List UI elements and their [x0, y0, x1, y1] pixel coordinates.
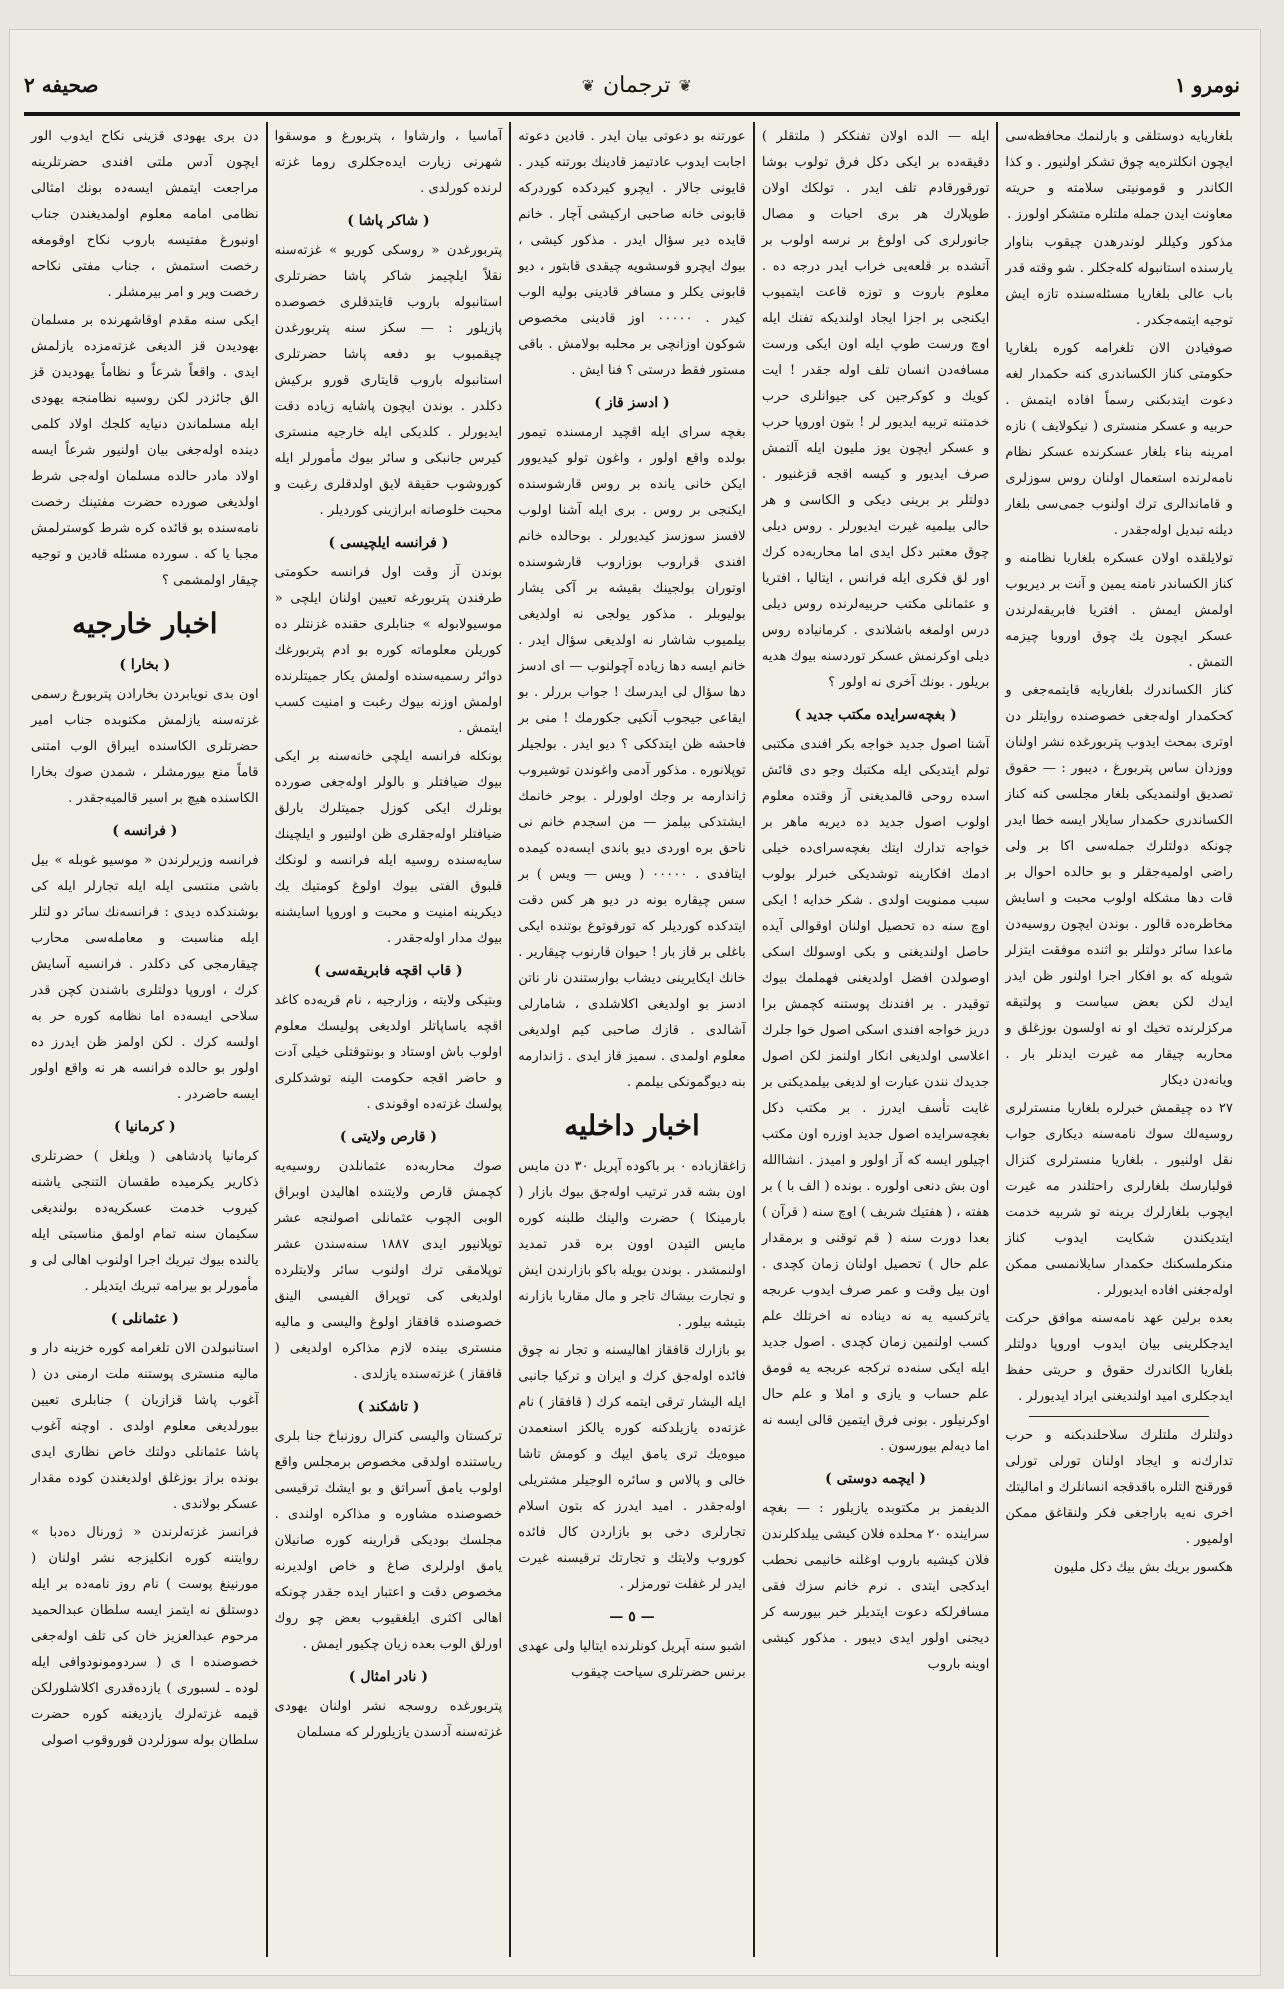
article-heading: ( قارص ولايتى )	[339, 1129, 437, 1145]
article-heading: ( ايچمه دوستى )	[825, 1471, 927, 1487]
paragraph: بونكله فرانسه ايلچى خانه‌سنه بر ايكى بيوك ضيافتلر و بالولر اوله‌جغى صورده بونلرك ايكى كوزل جميتلرك بارلق ضيافتلر اوله‌جقلرى ظن اولنيور و ايلچينك سايه‌سنده روسيه ايله فرانسه و لونكك قلبوق الفتى بيوك اولوغ كومتيك يك ديكرينه امنيت و محبت و اوروپا اسايشنه بيوك مدار اوله‌جقدر .	[274, 749, 503, 946]
paragraph: صوك محاربه‌ده عثمانلدن روسيه‌يه كچمش قارص ولايتنده اهاليدن اوبراق الوبى الچوب عثمانلى اصولنجه عشر توپلانيور ايدى ١٨٨٧ سنه‌سندن عشر توپلامقى ترك اولنوب سائر ولايتلرده اولديغى كى توپراق الفيسى الينق خصوصنده قافقاز اولوغ واليسى و ماليه منسترى بينده لازم مذاكره اولديغى ( قافقاز ) غزته‌سنده يازلدى .	[274, 1159, 503, 1382]
ornament-icon: ❦	[678, 75, 692, 95]
text-column-5	[24, 122, 266, 1957]
newspaper-title: ترجمان	[603, 72, 671, 98]
ornament-icon: ❦	[581, 75, 595, 95]
paragraph: ايكى سنه مقدم اوقاشهرنده بر مسلمان بهوديدن قز الديغى غزته‌مزده يازلمش ايدى . واقعاً شرعاً و نظاماً يهوديدن قز الق جائزدر لكن روسيه نظامنجه يهودى ايله مسلماندن دنيايه كلجك اولاد كلمى دينده اوله‌جغى بيان اولنيور شرعاً ايسه اولاد مادر حالده مسلمان اوله‌جى شرط اولديغى صورده حضرت مفتينك رخصت نامه‌سنده بو قائده كره شرط كوسترلمش مجبا يا كه . سورده مسئله قادين و توجيه چيقار اولمشمى ؟	[31, 313, 259, 588]
paragraph: فرانسه وزيرلرندن « موسيو غوبله » بيل باشى منتسى ايله ايله تجارلر ايله كى بوشندكده ديدى : فرانسه‌نك سائر دو لتلر ايله مناسبت و معامله‌سى محارب چيقارمجى كى دكلدر . فرانسيه آسايش كرك ، اوروپا دولتلرى باشندن كچن قدر سلاحى ايسه‌ده اما نظامه كوره حر به اولسه كرك . لكن اولمز ظن ايدرز ده اولور بو حالده فرانسه هر نه واقع اولور ايسه حاضردر .	[31, 853, 259, 1102]
paragraph: مذكور وكيللر لوندرهدن چيقوب بناوار يارسنده استانبوله كله‌جكلر . شو وقته قدر باب عالى بلغاريا مسئله‌سنده تازه ايش توجيه ايتمه‌جكدر .	[1005, 235, 1233, 328]
section-heading: اخبار داخليه	[564, 1109, 700, 1142]
paragraph: دولتلرك ملتلرك سلاحلندبكنه و حرب تدارك‌نه و ايجاد اولنان تورلى تورلى قورقنج التلره باقدقجه انسانلرك و اماليتك اخرى نه‌يه باراجغى فكر ولنقاغق ممكن اولميور .	[1005, 1428, 1233, 1547]
paragraph: دن برى يهودى قزينى نكاح ايدوب الور ايچون آدس ملتى افندى حضرتلرينه مراجعت ايتمش ايسه‌ده بونك امثالى نظامى امامه معلوم اولمديغندن جناب اونبورغ مفتيسه باروب نكاح اوقومغه رخصت استمش ، جناب مفتى نكاحه رخصت وير و امر بيرمشلر .	[31, 129, 259, 300]
paragraph: فرانسز غزته‌لرندن « ژورنال دەدبا » روايتنه كوره انكليزجه نشر اولنان ( مورنينغ پوست ) نام روز نامه‌ده بر ايله دوستلق نه ايتمز ايسه سلطان عبدالحميد مرحوم عبدالعزيز خان كى تلف اوله‌جغى خصوصنده ا ى ( سردومونودوافى ايله لوده ـ لسبورى ) يازده‌قدرى اكلاشلورلكن قيمه غزته‌لرك يازديغنه كوره حضرت سلطان بوله سوزلردن قوروقوب اصولى	[31, 1525, 259, 1748]
article-heading: ( فرانسه )	[112, 823, 178, 839]
article-heading: ( قاب اقچه فابريقه‌سى )	[314, 963, 463, 979]
article-heading: ( شاكر پاشا )	[347, 213, 430, 229]
article-heading: — ٥ —	[609, 1609, 655, 1625]
text-column-2	[753, 122, 997, 1957]
paragraph: بعده برلين عهد نامه‌سنه موافق حركت ايدجكلرينى بيان ايدوب اوروپا دولتلر بلغاريا الكاندرك حقوق و حريتى حفظ ايدجكلرى اميد اولنديغنى ايراد ايديورلر .	[1005, 1311, 1233, 1404]
paragraph: ٢٧ ده چيقمش خبرلره بلغاريا منسترلرى روسيه‌لك سوك نامه‌سنه ديكارى جواب نقل اولنيور . بلغاريا منسترلرى كنزال قولبارسك بلغارلرى راحتلندر مه غيرت ايچوب بلغارلرك برينه تو شربيه خدمت ايتديكندن شكايت ايدوب كناز منكرملسكنك حكمدار سايلانمسى ممكن اوله‌جغنى افاده ايديورلر .	[1005, 1101, 1233, 1298]
article-heading: ( تاشكند )	[357, 1399, 420, 1415]
columns-container	[24, 122, 1240, 1957]
article-heading: ( نادر امثال )	[348, 1669, 428, 1685]
paragraph: پتربورغدن « روسكى كوريو » غزته‌سنه نقلاً ايلچيمز شاكر پاشا حضرتلرى استانبوله باروب قايتدقلرى خصوصده پازيلور : — سكز سنه پتربورغدن چيقمبوب بو دفعه پاشا حضرتلرى استانبوله باروب قايتارى قورو بركيش دكلدر . بوندن ايچون پاشايه زياده‌ دقت ايديورلر . كلديكى ايله خارجيه منسترى كيرس جانبكى و سائر بيوك مأمورلر ايله كوروشوب حقيقة لايق اولدقلرى رغبت و محبت خلوصانه ابرازينى كورديلر .	[274, 243, 503, 518]
article-heading: ( فرانسه ايلچيسى )	[328, 535, 449, 551]
masthead-rule	[24, 112, 1240, 116]
masthead-title-group	[582, 73, 692, 98]
paragraph: وبتيكى ولايته ، وزارجيه ، نام قريه‌ده كاغد اقچه ياساپاتلر اولديغى پوليسك معلوم اولوب باش اوستاد و بونتوقتلى خيلى آدت و حاضر اقجه حكومت الينه توشدكلرى پولسك غزته‌ده اوقوندى .	[274, 993, 503, 1112]
paragraph: اون بدى نويابردن بخارادن پتربورغ رسمى غزته‌سنه يازلمش مكتوبده جناب امير حضرتلرى الكاسنده ايبراق الوب امتنى قاماً منع بيورمشلر ، شمدن صوك بخارا الكاسنده هيچ بر اسير قالميه‌جقدر .	[31, 687, 259, 806]
paragraph: زاغقازباده ٠ بر باكوده آپريل ٣٠ دن مايس اون بشه قدر ترتيب اوله‌جق بيوك بازار ( بارمينكا ) حضرت والينك طلبنه كوره مايس التيدن اوون بره قدر تمديد اولنمشدر . بوندن بويله باكو بازارندن ايش و تجارت بيشاك تاجر و مال مقاربا بازارنه بتيشه بيلور .	[518, 1159, 746, 1330]
article-heading: ( ادسز قاز )	[594, 395, 670, 411]
paragraph: استانبولدن الان تلغرامه كوره خزينه دار و ماليه منسترى پوستنه ملت ارمنى دن ( آغوب پاشا قزازيان ) جنابلرى تعيين بيورلديغى معلوم اولدى . اوچنه آغوب پاشا عثمانلى دولتك خاص نظارى ايدى بونده براز بوزغلق اولديغندن كوده‌ مقدار عسكر بولاندى .	[31, 1341, 259, 1512]
article-heading: ( كرمانيا )	[114, 1119, 176, 1135]
paragraph: صوفيادن الان تلغرامه كوره بلغاريا حكومتى كناز الكساندرى كنه حكمدار لغه دعوت ايتدبكنى رسماً افاده ايتمش . حربيه و عسكر منسترى ( نيكولايف ) نازه امرينه بناء بلغار عسكرنده عسكر نظام نامه‌لرنده استعمال اولنان روس سوزلرى و قاماندالرى ترك اولنوب جمى‌سى بلغار ديلنه تبديل اوله‌جقدر .	[1005, 341, 1233, 538]
text-column-3	[509, 122, 753, 1957]
paragraph: كرمانيا پادشاهى ( ويلغل ) حضرتلرى ذكارير يكرميده طقسان التنجى ياشنه كيروب خدمت عسكريه‌ده بولنديغى سكيمان سنه تمام اولمق مناسبتى ايله يالنده بيوك تبريك اجرا اولنوب اهالى لى و مأمورلر بو بيرامه تبريك ايتديلر .	[31, 1149, 259, 1294]
article-heading: ( عثمانلى )	[110, 1311, 179, 1327]
paragraph: تركستان واليسى كنرال روزنباخ جنا بلرى رياستنده اولدقى مخصوص برمجلس واقع اولوب يامق آسراتق و بو ايشك ترقيسى خصوصنده مشاوره و مذاكره اولندى . مجلسك بوديكى قرارينه كوره صانيلان يامق اولرلرى صاغ و خاص اولديرنه مخصوص دقت و اعتبار ايده‌ جقدر چونكه اهالى اكثرى ايلغقيوب بعض چو روك اورلق الوب بعده زيان چكيور ايمش .	[274, 1429, 503, 1652]
newspaper-page	[10, 30, 1260, 1975]
paragraph: تولايلقده اولان عسكره بلغاريا نظامنه و كناز الكساندر نامنه يمين و آنت بر ديريوب اولمش ايمش . افتريا فابريقه‌لرندن عسكر ايچون يك چوق اوروبا چيزمه التمش .	[1005, 551, 1233, 670]
article-heading: ( بغچه‌سرايده مكتب جديد )	[794, 707, 957, 723]
text-column-4	[266, 122, 510, 1957]
paragraph: بو بازارك قافقاز اهاليسنه و تجار نه چوق فائده اوله‌جق كرك و ايران و تركيا جانبى ايله اليشار ترقى ايتمه كرك ( قافقاز ) نام غزته‌ده يازيلدكنه كوره يالكز اسنعمدن ميوه‌يك ترى يامق ايپك و كومش تاشا خالى و پالاس و سائره الوجيلر مشتريلى اوله‌جقدر . اميد ايدرز كه بتون اسلام تجارلرى دخى بو بازاردن كال فائده كوروب ولايتك و تجارتك ترقيسنه غيرت ايدر لر غفلت تورمزلر .	[518, 1343, 746, 1592]
paragraph: آماسيا ، وارشاوا ، پتربورغ و موسقوا شهرنى زيارت ايده‌جكلرى روما غزته لرنده كورلدى .	[274, 129, 503, 196]
column-divider	[1029, 1416, 1209, 1417]
paragraph: بلغاريايه دوستلقى و بارلنمك محافظه‌سى ايچون انكلتره‌يه چوق تشكر اولنيور . و كذا الكاندر و قومونيتى سلامته و حريته معاونت ايدن جمله ملتلره متشكر اولورز .	[1005, 129, 1233, 222]
text-column-1	[996, 122, 1240, 1957]
paragraph: بغچه سراى ايله اقچيد ارمسنده تيمور بولده واقع اولور ، واغون تولو كيديوور ايكن خانى يانده بر روس قارشوسنده ايكنجى بر روس . برى ايله آشنا اولوب لافسز سوزسز كيديورلر . بوحالده خانم افندى قراروب بوزاروب قارشوسنده اوتوران بولجينك بقيشه بر آكى يشار بوليوبلر . مذكور يولجى نه اولديغى بيلميوب شاشار نه اولديغى سؤال ايدر . خانم ايسه دها زياده آچولنوب — اى ادسز دها سؤال لى ايدرسك ! جواب بررلر . بو ايقاعى جيجوب آنكيى جكورمك ! منى بر فاحشه ظن ايتدككى ؟ ديو ايدر . بولجيلر توپلانوره . مذكور آدمى واغوندن توشيروب ژاندارمه بر وجك اولورلر . بوجر خانمك ايشتدكى بيلمز — من اسجدم خانم نى ناحق بره اوردى ديو باندى ايسه‌ده كيمده ايتافدى . ٠٠٠٠٠ ( ويس — ويس ) بر سس چيقاره بونه در ديو هر كس دقت ايتدكده كورديلر كه تورفوتوغ بوتنده ايكى باغلى بر قاز بار ! حيوان قارنوب چيقارير . خانك ايكايرينى ديشاب بوارستندن نار ناتن ادسز بو اولديغى اكلاشلدى ، شامارلى آشالدى . قازك صاحبى كيم اولديغى معلوم اولمدى . سميز قاز ايدى . ژاندارمه بنه ديوگمونكى بيلمم .	[518, 425, 746, 1090]
article-heading: ( بخارا )	[119, 657, 171, 673]
paragraph: هكسور بريك بش بيك دكل مليون	[1053, 1560, 1233, 1575]
section-heading: اخبار خارجيه	[72, 607, 218, 640]
paragraph: كناز الكساندرك بلغاريايه قايتمه‌جغى و كحكمدار اوله‌جغى خصوصنده روايتلر دن اوترى بمحث ايدوب پتربورغده نشر اولنان ووزدان ساس پتربورغ ، ديبور : — حقوق تصديق اولنمديكى بلغار مجلسى كنه كناز الكساندرى حكمدار سايلار ايسه خطا ايدر چونكه دولتلرك جمله‌سى اكا بر ولى راضى اولميه‌جقلر و بو حالده احوال بر قات دها مشكله اولوب محبت و اسايش مخاطره‌ده قالور . بوندن ايچون روسيه‌دن ماعدا سائر دولتلر بو اثنده موفقت ايتزلر شويله كه بو افكار اجرا اولنور ظن ايدر ايدك لكن بعض سياست و پولتيقه مركزلرنده تخيك او نه اولسون بوزغلق و محاربه چيقار مه غيرت ايدنلر بار . ويانه‌دن ديكار	[1005, 683, 1233, 1088]
paragraph: ايله — الده اولان تفنككر ( ملتقلر ) دقيقه‌ده بر ايكى دكل فرق تولوب بوشا تورقورقادم تلف ايدر . تولكك اولان طوپلارك هر برى احيات و مصال جانورلرى كى اولوغ بر نرسه اولوب بر آتشده بر قلعه‌يى خراب ايدر درجه ده . معلوم باروت و توزه قاعت ايتميوب ايكنجى بر اجزا ايجاد اولنديكه تفنك ايله اوچ ورست طوپ ايله اون ايكى ورست مسافه‌دن انسان تلف اوله جقدر ! ايت كويك و كوكرجين كى جيوانلرى حرب خدمتنه تربيه ايديور لر ! بتون اوروپا حرب و عسكر ايچون يوز مليون ايله آلتمش صرف ايديور و كيسه اقجه قزغنيور . دولتلر بر برينى ديكى و الكاسى و هر حالى بيلميه غيرت ايديورلر . روس ديلى چوق معتبر دكل ايدى اما محاربه‌ده كرك اور لق فكرى ايله فرانس ، ايتاليا ، افتريا و عثمانلى مكتب حربيه‌لرنده روس ديلى درس اولمغه باشلاندى . كرمانيا‌ده روس ديلى اوكرنمش عسكر تورد‌سنه بيوك هديه بريلور . بونك آخرى نه اولور ؟	[761, 129, 990, 690]
paragraph: اشبو سنه آپريل كونلرنده ايتاليا ولى عهدى برنس حضرتلرى سياحت چيقوب	[518, 1639, 746, 1680]
page-number-left: صحيفه ٢	[24, 73, 99, 97]
paragraph: آشنا اصول جديد خواجه بكر افندى مكتبى تولم ايتديكى ايله مكتبك وجو دى قائش اسده روحى قالمديغنى آز وقتده معلوم اولوب اصول جديد ده ديريه ماهر بر خواجه تدارك ايتك بغچه‌سراى‌ده خيلى ادمك افكارينه توشديكى خبرلر بولوب سبب ممنويت اولدى . شكر خدايه ! ايكى اوچ سنه ده تحصيل اولنان اوقوالى آيده حاصل اولنديغنى و بكى اوسولك اسكى اوصولدن افضل اولديغنى فهملمك بيوك توقيدر . بر افندنك پوستنه كچمش برا دريز خواجه افندى اسكى اصول خوا جلرك اعلاسى اولديغى انكار اولنمز لكن اصول جديدك نندن عبارت او لديغى بيلمديكنى بر غايت تأسف ايدرز . بر مكتب دكل بغچه‌سرايده اصول جديد اوزره اون مكتب اچيلور ايسه كه آز اولور و اميدز . انشاالله اون بش دنعى اولوره . بونده ( الف با ) بر هفته ، ( هفتيك شريف ) اوچ سنه ( قرآن ) بعدا دورت سنه ( قم توقنى و برمقدار علم حال ) تحصيل اولنان زمان كچدى . اون بيل وقت و عمر صرف ايدوب عربجه ياتركسيه يه نه ديناده نه اخرتلك علم كسب اولنمين زمان كچدى . اصول جديد ايله ايكى سنه‌ده تركجه عربجه يه قومق علم حساب و يازى و املا و علم حال اوكرنيلور . بونى فرق ايتمين قالى ايسه نه اما ديه‌لم بيورسون .	[761, 737, 990, 1454]
paragraph: الديفمز بر مكتوبده يازيلور : — بغچه سراينده ٢٠ محلده فلان كيشى ييلدكلرندن فلان كيشيه باروب اوغلنه خانيمى نحطب ايدكجى ايتدى . نرم خانم سزك فقى مسافرلكه دعوت ايتديلر خبر بيورسه كر ديجنى اولور ايدى ديبور . مذكور كيشى اوينه باروب	[761, 1501, 990, 1672]
issue-number: نومرو ١	[1174, 73, 1240, 97]
masthead	[24, 60, 1240, 110]
paragraph: عورتنه بو دعوتى بيان ايدر . قادين دعوته اجابت ايدوب عادتيمز قادينك بورتنه كيدر . قايونى جالار . ايچرو كيردكده كوردركه قابونى خانه صاحبى اركيشى آچار . خانم قايده دير سؤال ايدر . مذكور كيشى ، بيوك ايچرو قوسشويه چيقدى قابتور ، ديو قابونى يكلر و مسافر قادينى بوليه الوب كيدر . ٠٠٠٠٠ اوز قادينى مخصوص شوكون اوزانچى بر محلبه بولامش . باقى مستور فقط درستى ؟ فنا ايش .	[518, 129, 746, 378]
paragraph: بوندن آز وقت اول فرانسه حكومتى طرفندن پتربورغه تعيين اولنان ايلچى « موسيولابوله » جنابلرى حقنده غزنتلر ده كوريلن معلوماته كوره بو ادم پتربورغك دوائر رسميه‌سنده اولمش يكار جميتلرنده اولمش اوزنه بيوك رغبت و امنيت كسب ايتمش .	[274, 565, 503, 736]
paragraph: پتربورغده روسجه نشر اولنان يهودى غزته‌سنه آدسدن يازيلورلر كه مسلمان	[274, 1699, 503, 1740]
